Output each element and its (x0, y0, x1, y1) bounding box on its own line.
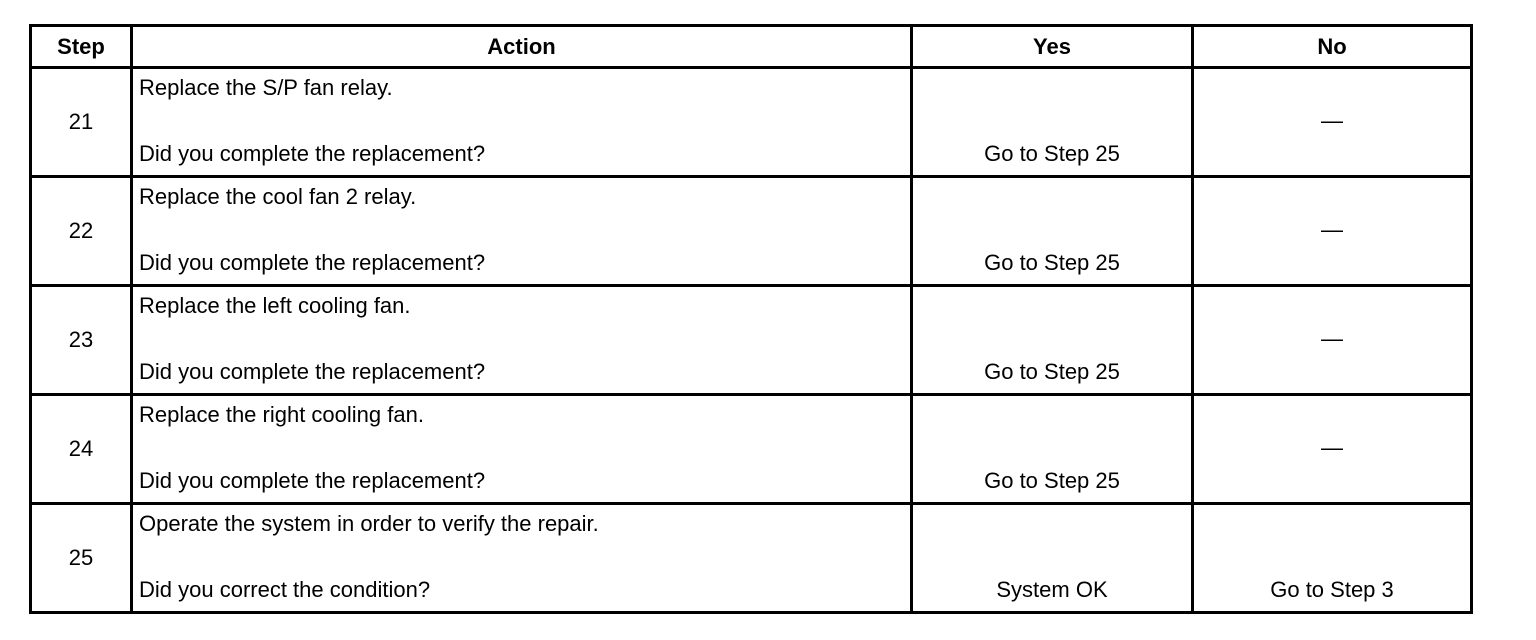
action-cell (132, 504, 912, 613)
table-row (31, 395, 1472, 504)
yes-result: Go to Step 25 (984, 468, 1120, 493)
action-question: Did you complete the replacement? (139, 250, 486, 275)
action-instruction: Replace the cool fan 2 relay. (139, 184, 417, 209)
no-cell (1193, 504, 1472, 613)
header-action: Action (132, 26, 912, 68)
yes-cell (912, 286, 1193, 395)
yes-result: System OK (996, 577, 1108, 602)
no-cell (1193, 395, 1472, 504)
action-instruction: Replace the S/P fan relay. (139, 75, 393, 100)
table-row (31, 504, 1472, 613)
step-number: 22 (31, 177, 132, 286)
diagnostic-table (29, 24, 1473, 614)
step-number: 23 (31, 286, 132, 395)
no-result: Go to Step 3 (1270, 577, 1394, 602)
action-instruction: Operate the system in order to verify the repair. (139, 511, 599, 536)
table-row (31, 177, 1472, 286)
step-number: 25 (31, 504, 132, 613)
yes-result: Go to Step 25 (984, 359, 1120, 384)
yes-result: Go to Step 25 (984, 250, 1120, 275)
table-row (31, 286, 1472, 395)
step-number: 24 (31, 395, 132, 504)
no-result: — (1321, 216, 1343, 242)
action-instruction: Replace the right cooling fan. (139, 402, 424, 427)
yes-cell (912, 177, 1193, 286)
header-yes: Yes (912, 26, 1193, 68)
no-result: — (1321, 434, 1343, 460)
no-result: — (1321, 107, 1343, 133)
action-cell (132, 177, 912, 286)
action-question: Did you complete the replacement? (139, 141, 486, 166)
yes-cell (912, 68, 1193, 177)
no-cell (1193, 68, 1472, 177)
no-result: — (1321, 325, 1343, 351)
no-cell (1193, 177, 1472, 286)
yes-cell (912, 504, 1193, 613)
yes-result: Go to Step 25 (984, 141, 1120, 166)
step-number: 21 (31, 68, 132, 177)
action-question: Did you correct the condition? (139, 577, 431, 602)
action-cell (132, 68, 912, 177)
action-instruction: Replace the left cooling fan. (139, 293, 411, 318)
yes-cell (912, 395, 1193, 504)
no-cell (1193, 286, 1472, 395)
header-row (31, 26, 1472, 68)
header-step: Step (31, 26, 132, 68)
action-cell (132, 395, 912, 504)
table-row (31, 68, 1472, 177)
action-question: Did you complete the replacement? (139, 359, 486, 384)
action-question: Did you complete the replacement? (139, 468, 486, 493)
header-no: No (1193, 26, 1472, 68)
action-cell (132, 286, 912, 395)
